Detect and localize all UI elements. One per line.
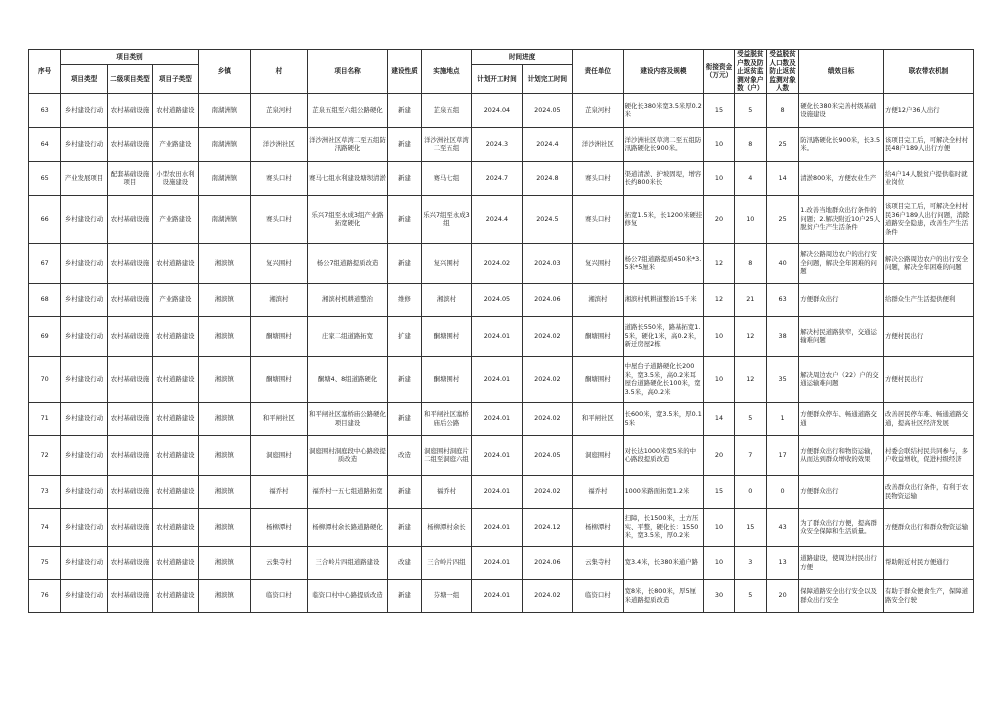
cell-people: 38 [766, 316, 798, 356]
cell-households: 5 [734, 93, 766, 127]
table-row [29, 93, 974, 127]
cell-people: 1 [766, 402, 798, 435]
cell-end: 2024.02 [522, 579, 572, 612]
cell-location: 湘滨村 [421, 283, 471, 316]
cell-funds: 10 [704, 161, 734, 195]
header-content: 建设内容及规模 [623, 50, 704, 94]
cell-content: 硬化长380米宽3.5米厚0.2米 [623, 93, 704, 127]
header-nature: 建设性质 [388, 50, 421, 94]
cell-type: 乡村建设行动 [61, 508, 107, 546]
cell-households: 3 [734, 546, 766, 579]
cell-location: 酮塘围村 [421, 316, 471, 356]
cell-village: 福乔村 [251, 475, 308, 508]
cell-child-type: 农村道路建设 [153, 435, 198, 475]
cell-people: 14 [766, 161, 798, 195]
cell-unit: 杨柳潭村 [573, 508, 623, 546]
cell-content: 湘滨村机耕道整治15千米 [623, 283, 704, 316]
cell-name: 杨公7组道路提质改造 [307, 243, 388, 283]
cell-funds: 10 [704, 127, 734, 161]
cell-mechanism: 方便12户36人出行 [884, 93, 974, 127]
cell-location: 杨柳潭村余长 [421, 508, 471, 546]
table-row [29, 356, 974, 402]
cell-type: 乡村建设行动 [61, 127, 107, 161]
cell-mechanism: 给群众生产生活提供便利 [884, 283, 974, 316]
cell-village: 芷泉河村 [251, 93, 308, 127]
cell-nature: 新建 [388, 579, 421, 612]
cell-name: 福乔村一五七组道路拓宽 [307, 475, 388, 508]
header-end: 计划完工时间 [522, 65, 572, 93]
cell-sub-type: 农村基础设施 [107, 356, 152, 402]
cell-location: 和平闸社区塞桥庙后公路 [421, 402, 471, 435]
cell-unit: 赛头口村 [573, 195, 623, 243]
cell-nature: 新建 [388, 508, 421, 546]
cell-mechanism: 改善居民停车难、畅通道路交通，提高社区经济发展 [884, 402, 974, 435]
cell-households: 0 [734, 475, 766, 508]
cell-location: 三合岭片四组 [421, 546, 471, 579]
cell-child-type: 小型农田水利设施建设 [153, 161, 198, 195]
cell-name: 湘滨村机耕道整治 [307, 283, 388, 316]
cell-type: 乡村建设行动 [61, 402, 107, 435]
cell-nature: 新建 [388, 195, 421, 243]
cell-content: 中屋台子道路硬化长200米，宽3.5米，高0.2米耳屋台道路硬化长100米，宽3.5米，高0.2米 [623, 356, 704, 402]
cell-start: 2024.01 [472, 475, 522, 508]
cell-name: 杨柳潭村余长路道路硬化 [307, 508, 388, 546]
cell-people: 40 [766, 243, 798, 283]
table-row [29, 475, 974, 508]
cell-end: 2024.02 [522, 356, 572, 402]
cell-nature: 新建 [388, 161, 421, 195]
cell-child-type: 农村道路建设 [153, 316, 198, 356]
cell-sub-type: 农村基础设施 [107, 93, 152, 127]
cell-end: 2024.06 [522, 546, 572, 579]
cell-child-type: 农村道路建设 [153, 508, 198, 546]
cell-people: 20 [766, 579, 798, 612]
cell-funds: 30 [704, 579, 734, 612]
cell-households: 5 [734, 579, 766, 612]
cell-households: 12 [734, 356, 766, 402]
cell-sub-type: 农村基础设施 [107, 475, 152, 508]
cell-name: 赛马七组水利建设塘坝清淤 [307, 161, 388, 195]
cell-mechanism: 方便村民出行 [884, 316, 974, 356]
cell-households: 8 [734, 127, 766, 161]
cell-seq: 71 [29, 402, 61, 435]
cell-type: 乡村建设行动 [61, 546, 107, 579]
cell-name: 庄家二组道路拓宽 [307, 316, 388, 356]
cell-child-type: 农村道路建设 [153, 93, 198, 127]
cell-type: 乡村建设行动 [61, 93, 107, 127]
cell-type: 乡村建设行动 [61, 435, 107, 475]
cell-location: 酮塘围村 [421, 356, 471, 402]
cell-start: 2024.4 [472, 195, 522, 243]
table-row [29, 402, 974, 435]
cell-funds: 20 [704, 195, 734, 243]
cell-seq: 68 [29, 283, 61, 316]
cell-town: 南湖洲镇 [198, 195, 250, 243]
cell-name: 乐兴7组至永成3组产业路拓宽硬化 [307, 195, 388, 243]
cell-funds: 10 [704, 356, 734, 402]
cell-name: 酮塘4、8组道路硬化 [307, 356, 388, 402]
cell-unit: 洋沙洲社区 [573, 127, 623, 161]
cell-sub-type: 农村基础设施 [107, 579, 152, 612]
cell-unit: 赛头口村 [573, 161, 623, 195]
cell-sub-type: 农村基础设施 [107, 316, 152, 356]
cell-name: 临资口村中心路提质改造 [307, 579, 388, 612]
cell-sub-type: 农村基础设施 [107, 283, 152, 316]
cell-households: 5 [734, 402, 766, 435]
cell-town: 湘滨镇 [198, 316, 250, 356]
cell-people: 25 [766, 195, 798, 243]
cell-content: 扫障，长1500米，土方压实、平整，硬化长：1550米，宽3.5米，厚0.2米 [623, 508, 704, 546]
header-sub-type: 二级项目类型 [107, 65, 152, 93]
header-schedule: 时间进度 [472, 50, 573, 65]
cell-seq: 73 [29, 475, 61, 508]
cell-goal: 保障道路安全出行安全以及群众出行安全 [799, 579, 884, 612]
cell-seq: 69 [29, 316, 61, 356]
cell-sub-type: 配套基础设施项目 [107, 161, 152, 195]
cell-people: 25 [766, 127, 798, 161]
cell-end: 2024.5 [522, 195, 572, 243]
cell-seq: 64 [29, 127, 61, 161]
cell-location: 福乔村 [421, 475, 471, 508]
cell-start: 2024.01 [472, 435, 522, 475]
cell-funds: 14 [704, 402, 734, 435]
cell-town: 湘滨镇 [198, 356, 250, 402]
cell-start: 2024.04 [472, 93, 522, 127]
cell-end: 2024.12 [522, 508, 572, 546]
cell-location: 乐兴7组至永成3组 [421, 195, 471, 243]
cell-town: 湘滨镇 [198, 579, 250, 612]
cell-end: 2024.02 [522, 402, 572, 435]
cell-child-type: 农村道路建设 [153, 546, 198, 579]
cell-mechanism: 该项目完工后，可解决全村村民36户189人出行问题，消除道路安全隐患，改善生产生活条件 [884, 195, 974, 243]
cell-funds: 20 [704, 435, 734, 475]
cell-village: 酮塘围村 [251, 356, 308, 402]
cell-end: 2024.4 [522, 127, 572, 161]
cell-content: 1000米路面拓宽1.2米 [623, 475, 704, 508]
header-seq: 序号 [29, 50, 61, 94]
cell-end: 2024.06 [522, 283, 572, 316]
cell-child-type: 产业路建设 [153, 195, 198, 243]
cell-goal: 解决村民道路狭窄，交通运输难问题 [799, 316, 884, 356]
cell-nature: 改造 [388, 435, 421, 475]
cell-content: 杨公7组道路提质450米*3.5米*5厘米 [623, 243, 704, 283]
cell-location: 复兴围村 [421, 243, 471, 283]
cell-location: 芷泉五组 [421, 93, 471, 127]
cell-child-type: 产业路建设 [153, 283, 198, 316]
cell-town: 南湖洲镇 [198, 161, 250, 195]
table-row [29, 435, 974, 475]
cell-start: 2024.01 [472, 402, 522, 435]
cell-village: 赛头口村 [251, 195, 308, 243]
cell-content: 渠道清淤、护坡固堤，增容长约800米长 [623, 161, 704, 195]
cell-town: 湘滨镇 [198, 435, 250, 475]
cell-town: 湘滨镇 [198, 402, 250, 435]
cell-child-type: 农村道路建设 [153, 356, 198, 402]
cell-type: 乡村建设行动 [61, 283, 107, 316]
cell-start: 2024.01 [472, 356, 522, 402]
cell-nature: 新建 [388, 475, 421, 508]
cell-goal: 方便群众出行 [799, 475, 884, 508]
cell-type: 乡村建设行动 [61, 579, 107, 612]
cell-goal: 解决周边农户（22）户的交通运输难问题 [799, 356, 884, 402]
cell-seq: 67 [29, 243, 61, 283]
cell-town: 湘滨镇 [198, 508, 250, 546]
cell-goal: 防汛路硬化长900米，长3.5米。 [799, 127, 884, 161]
cell-type: 乡村建设行动 [61, 356, 107, 402]
cell-start: 2024.02 [472, 243, 522, 283]
cell-child-type: 农村道路建设 [153, 402, 198, 435]
cell-content: 洋沙洲社区草湾二至五组防汛路硬化长900米。 [623, 127, 704, 161]
cell-unit: 酮塘围村 [573, 356, 623, 402]
table-row [29, 161, 974, 195]
cell-name: 洋沙洲社区草湾二至五组防汛路硬化 [307, 127, 388, 161]
cell-funds: 10 [704, 316, 734, 356]
cell-child-type: 农村道路建设 [153, 579, 198, 612]
cell-people: 35 [766, 356, 798, 402]
cell-start: 2024.01 [472, 579, 522, 612]
table-row [29, 195, 974, 243]
cell-unit: 芷泉河村 [573, 93, 623, 127]
cell-funds: 10 [704, 508, 734, 546]
header-category: 项目类别 [61, 50, 198, 65]
cell-funds: 12 [704, 243, 734, 283]
cell-goal: 道路建设，使周边村民出行方便 [799, 546, 884, 579]
header-unit: 责任单位 [573, 50, 623, 94]
cell-town: 湘滨镇 [198, 475, 250, 508]
cell-mechanism: 有助于群众便食生产，保障道路安全行驶 [884, 579, 974, 612]
cell-type: 乡村建设行动 [61, 243, 107, 283]
cell-location: 洞庭围村洞庭片二组至洞庭六组 [421, 435, 471, 475]
cell-location: 洋沙洲社区草湾二至五组 [421, 127, 471, 161]
cell-seq: 70 [29, 356, 61, 402]
cell-people: 17 [766, 435, 798, 475]
cell-sub-type: 农村基础设施 [107, 127, 152, 161]
cell-content: 道路长550米，路基拓宽1.5米，硬化1米，高0.2米，新迁房屋2栋 [623, 316, 704, 356]
cell-households: 21 [734, 283, 766, 316]
cell-mechanism: 改善群众出行条件，有利于农民物资运输 [884, 475, 974, 508]
cell-seq: 65 [29, 161, 61, 195]
project-table [28, 49, 974, 613]
cell-unit: 临资口村 [573, 579, 623, 612]
cell-location: 赛马七组 [421, 161, 471, 195]
table-row [29, 579, 974, 612]
table-row [29, 508, 974, 546]
cell-people: 63 [766, 283, 798, 316]
cell-funds: 15 [704, 93, 734, 127]
cell-village: 杨柳潭村 [251, 508, 308, 546]
cell-sub-type: 农村基础设施 [107, 402, 152, 435]
cell-unit: 酮塘围村 [573, 316, 623, 356]
cell-type: 产业发展项目 [61, 161, 107, 195]
cell-nature: 新建 [388, 402, 421, 435]
cell-village: 洋沙洲社区 [251, 127, 308, 161]
cell-town: 湘滨镇 [198, 546, 250, 579]
cell-goal: 方便群众出行 [799, 283, 884, 316]
cell-village: 云集寺村 [251, 546, 308, 579]
cell-nature: 改建 [388, 546, 421, 579]
cell-mechanism: 村委会联结村民共同参与，多户收益增收，促进村级经济 [884, 435, 974, 475]
cell-location: 芬塘一组 [421, 579, 471, 612]
header-households: 受益脱贫户数及防止返贫监测对象户数（户） [734, 50, 766, 94]
cell-households: 7 [734, 435, 766, 475]
cell-start: 2024.01 [472, 316, 522, 356]
cell-nature: 维修 [388, 283, 421, 316]
table-row [29, 546, 974, 579]
cell-village: 临资口村 [251, 579, 308, 612]
cell-households: 15 [734, 508, 766, 546]
cell-end: 2024.05 [522, 93, 572, 127]
cell-households: 4 [734, 161, 766, 195]
cell-unit: 福乔村 [573, 475, 623, 508]
cell-people: 43 [766, 508, 798, 546]
cell-mechanism: 方便村民出行 [884, 356, 974, 402]
cell-unit: 复兴围村 [573, 243, 623, 283]
cell-unit: 洞庭围村 [573, 435, 623, 475]
header-child-type: 项目子类型 [153, 65, 198, 93]
cell-goal: 1.改善当地群众出行条件的问题；2.解决附近10户25人脱贫户生产生活条件 [799, 195, 884, 243]
cell-nature: 新建 [388, 93, 421, 127]
cell-nature: 扩建 [388, 316, 421, 356]
cell-name: 芷泉五组至六组公路硬化 [307, 93, 388, 127]
cell-sub-type: 农村基础设施 [107, 243, 152, 283]
header-type: 项目类型 [61, 65, 107, 93]
table-row [29, 243, 974, 283]
cell-sub-type: 农村基础设施 [107, 546, 152, 579]
cell-village: 酮塘围村 [251, 316, 308, 356]
table-row [29, 316, 974, 356]
cell-name: 三合岭片四组道路建设 [307, 546, 388, 579]
cell-goal: 硬化长380米完善村级基础设施建设 [799, 93, 884, 127]
cell-mechanism: 解决公路周边农户的出行安全问题，解决全年困难的问题 [884, 243, 974, 283]
cell-village: 洞庭围村 [251, 435, 308, 475]
cell-end: 2024.8 [522, 161, 572, 195]
header-funds: 衔接资金（万元） [704, 50, 734, 94]
cell-town: 湘滨镇 [198, 243, 250, 283]
cell-sub-type: 农村基础设施 [107, 435, 152, 475]
cell-town: 南湖洲镇 [198, 127, 250, 161]
cell-type: 乡村建设行动 [61, 195, 107, 243]
cell-name: 和平闸社区塞桥庙公路硬化项目建设 [307, 402, 388, 435]
table-row [29, 283, 974, 316]
cell-content: 拓宽1.5米，长1200米硬挂修复 [623, 195, 704, 243]
cell-type: 乡村建设行动 [61, 475, 107, 508]
cell-goal: 方便群众出行和物资运输，从而达到群众增收的效果 [799, 435, 884, 475]
cell-people: 8 [766, 93, 798, 127]
cell-households: 8 [734, 243, 766, 283]
cell-seq: 76 [29, 579, 61, 612]
cell-end: 2024.03 [522, 243, 572, 283]
cell-content: 长600米，宽3.5米，厚0.15米 [623, 402, 704, 435]
cell-town: 湘滨镇 [198, 283, 250, 316]
cell-content: 宽3.4米，长380米通户路 [623, 546, 704, 579]
cell-sub-type: 农村基础设施 [107, 195, 152, 243]
header-people: 受益脱贫人口数及防止返贫监测对象人数 [766, 50, 798, 94]
cell-households: 10 [734, 195, 766, 243]
cell-child-type: 农村道路建设 [153, 243, 198, 283]
cell-unit: 云集寺村 [573, 546, 623, 579]
cell-end: 2024.02 [522, 316, 572, 356]
cell-mechanism: 方便群众出行和群众物资运输 [884, 508, 974, 546]
cell-type: 乡村建设行动 [61, 316, 107, 356]
cell-goal: 为了群众出行方便，提高群众安全保障和生活质量。 [799, 508, 884, 546]
cell-seq: 74 [29, 508, 61, 546]
cell-content: 对长达1000米宽5米的中心路段提质改造 [623, 435, 704, 475]
cell-goal: 方便群众停车、畅通道路交通 [799, 402, 884, 435]
cell-start: 2024.3 [472, 127, 522, 161]
cell-content: 宽8米，长800米，厚5厘米道路提质改造 [623, 579, 704, 612]
cell-funds: 12 [704, 283, 734, 316]
cell-start: 2024.01 [472, 508, 522, 546]
cell-nature: 新建 [388, 243, 421, 283]
cell-village: 赛头口村 [251, 161, 308, 195]
header-village: 村 [251, 50, 308, 94]
cell-nature: 新建 [388, 127, 421, 161]
cell-start: 2024.05 [472, 283, 522, 316]
cell-mechanism: 该项目完工后，可解决全村村民48户189人出行方便 [884, 127, 974, 161]
cell-goal: 清淤800米，方便农业生产 [799, 161, 884, 195]
cell-village: 复兴围村 [251, 243, 308, 283]
cell-funds: 15 [704, 475, 734, 508]
table-body [29, 93, 974, 612]
cell-sub-type: 农村基础设施 [107, 508, 152, 546]
cell-mechanism: 帮助附近村民方便通行 [884, 546, 974, 579]
cell-goal: 解决公路周边农户的出行安全问题，解决全年困难的问题 [799, 243, 884, 283]
cell-households: 12 [734, 316, 766, 356]
cell-child-type: 产业路建设 [153, 127, 198, 161]
cell-seq: 75 [29, 546, 61, 579]
cell-end: 2024.02 [522, 475, 572, 508]
cell-start: 2024.01 [472, 546, 522, 579]
header-start: 计划开工时间 [472, 65, 522, 93]
header-mechanism: 联农带农机制 [884, 50, 974, 94]
cell-unit: 和平闸社区 [573, 402, 623, 435]
cell-seq: 72 [29, 435, 61, 475]
table-row [29, 127, 974, 161]
cell-town: 南湖洲镇 [198, 93, 250, 127]
cell-start: 2024.7 [472, 161, 522, 195]
header-town: 乡镇 [198, 50, 250, 94]
cell-mechanism: 给4户14人脱贫户提供临时就业岗位 [884, 161, 974, 195]
cell-village: 和平闸社区 [251, 402, 308, 435]
cell-nature: 新建 [388, 356, 421, 402]
cell-funds: 10 [704, 546, 734, 579]
header-location: 实施地点 [421, 50, 471, 94]
cell-unit: 湘滨村 [573, 283, 623, 316]
header-name: 项目名称 [307, 50, 388, 94]
cell-people: 0 [766, 475, 798, 508]
cell-end: 2024.05 [522, 435, 572, 475]
cell-village: 湘滨村 [251, 283, 308, 316]
cell-seq: 66 [29, 195, 61, 243]
cell-people: 13 [766, 546, 798, 579]
cell-child-type: 农村道路建设 [153, 475, 198, 508]
cell-name: 洞庭围村洞庭段中心路段提质改造 [307, 435, 388, 475]
cell-seq: 63 [29, 93, 61, 127]
header-goal: 绩效目标 [799, 50, 884, 94]
